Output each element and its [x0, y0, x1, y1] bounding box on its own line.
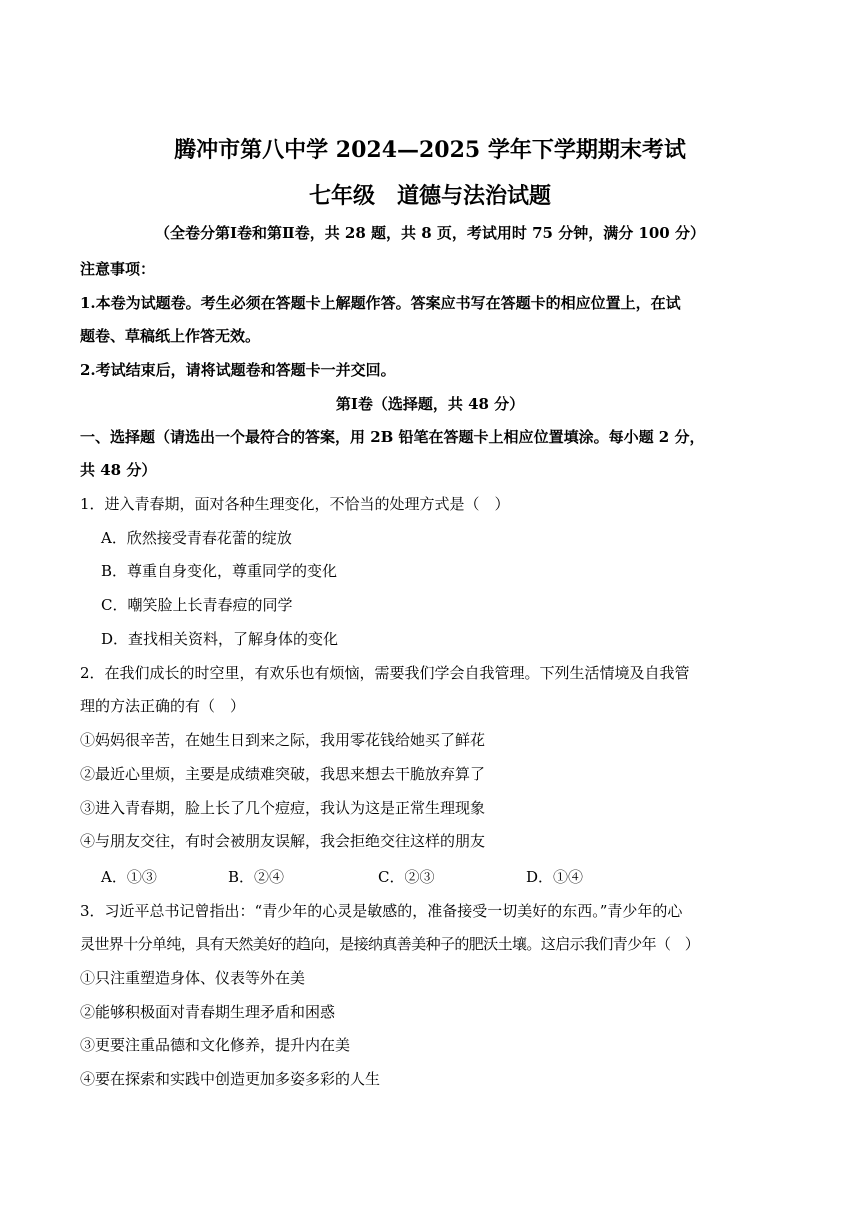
question-2-option-c: C．②③ — [378, 868, 435, 886]
question-3-item-3: ③更要注重品德和文化修养，提升内在美 — [80, 1036, 351, 1054]
section-title: 第Ⅰ卷（选择题，共 48 分） — [335, 395, 525, 413]
question-3-item-2: ②能够积极面对青春期生理矛盾和困惑 — [80, 1003, 336, 1021]
question-2-item-1: ①妈妈很辛苦，在她生日到来之际，我用零花钱给她买了鲜花 — [80, 731, 486, 749]
question-1-stem: 1．进入青春期，面对各种生理变化，不恰当的处理方式是（ ） — [80, 495, 510, 513]
notice-item-2: 2.考试结束后，请将试题卷和答题卡一并交回。 — [80, 361, 396, 379]
question-2-options — [101, 866, 583, 888]
question-2-item-2: ②最近心里烦，主要是成绩难突破，我思来想去干脆放弃算了 — [80, 765, 486, 783]
exam-title: 腾冲市第八中学 2024—2025 学年下学期期末考试 — [174, 137, 686, 163]
question-2-item-4: ④与朋友交往，有时会被朋友误解，我会拒绝交往这样的朋友 — [80, 832, 486, 850]
notice-item-1-line-1: 1.本卷为试题卷。考生必须在答题卡上解题作答。答案应书写在答题卡的相应位置上，在试 — [80, 294, 681, 312]
exam-subtitle: 七年级 道德与法治试题 — [308, 183, 551, 209]
section-instruction-line-2: 共 48 分） — [80, 461, 157, 479]
question-2-option-b: B．②④ — [228, 868, 285, 886]
question-3-stem-line-2: 灵世界十分单纯，具有天然美好的趋向，是接纳真善美种子的肥沃土壤。这启示我们青少年（ ） — [80, 935, 700, 953]
question-2-item-3: ③进入青春期，脸上长了几个痘痘，我认为这是正常生理现象 — [80, 799, 486, 817]
section-instruction-line-1: 一、选择题（请选出一个最符合的答案，用 2B 铅笔在答题卡上相应位置填涂。每小题 2 分， — [80, 428, 705, 446]
exam-info: （全卷分第Ⅰ卷和第Ⅱ卷，共 28 题，共 8 页，考试用时 75 分钟，满分 100 分） — [155, 224, 705, 242]
question-3-item-1: ①只注重塑造身体、仪表等外在美 — [80, 969, 306, 987]
question-3-stem-line-1: 3．习近平总书记曾指出：“青少年的心灵是敏感的，准备接受一切美好的东西。”青少年的心 — [80, 902, 683, 920]
question-1-option-b: B．尊重自身变化，尊重同学的变化 — [101, 562, 338, 580]
question-1-option-c: C．嘲笑脸上长青春痘的同学 — [101, 596, 293, 614]
question-1-option-d: D．查找相关资料，了解身体的变化 — [101, 630, 339, 648]
question-2-option-d: D．①④ — [526, 868, 584, 886]
question-3-item-4: ④要在探索和实践中创造更加多姿多彩的人生 — [80, 1070, 381, 1088]
question-1-option-a: A．欣然接受青春花蕾的绽放 — [101, 529, 292, 547]
question-2-stem-line-2: 理的方法正确的有（ ） — [80, 697, 246, 715]
notice-item-1-line-2: 题卷、草稿纸上作答无效。 — [80, 327, 261, 345]
question-2-stem-line-1: 2．在我们成长的时空里，有欢乐也有烦恼，需要我们学会自我管理。下列生活情境及自我管 — [80, 664, 690, 682]
question-2-option-a: A．①③ — [101, 868, 157, 886]
notice-heading: 注意事项： — [80, 260, 156, 278]
